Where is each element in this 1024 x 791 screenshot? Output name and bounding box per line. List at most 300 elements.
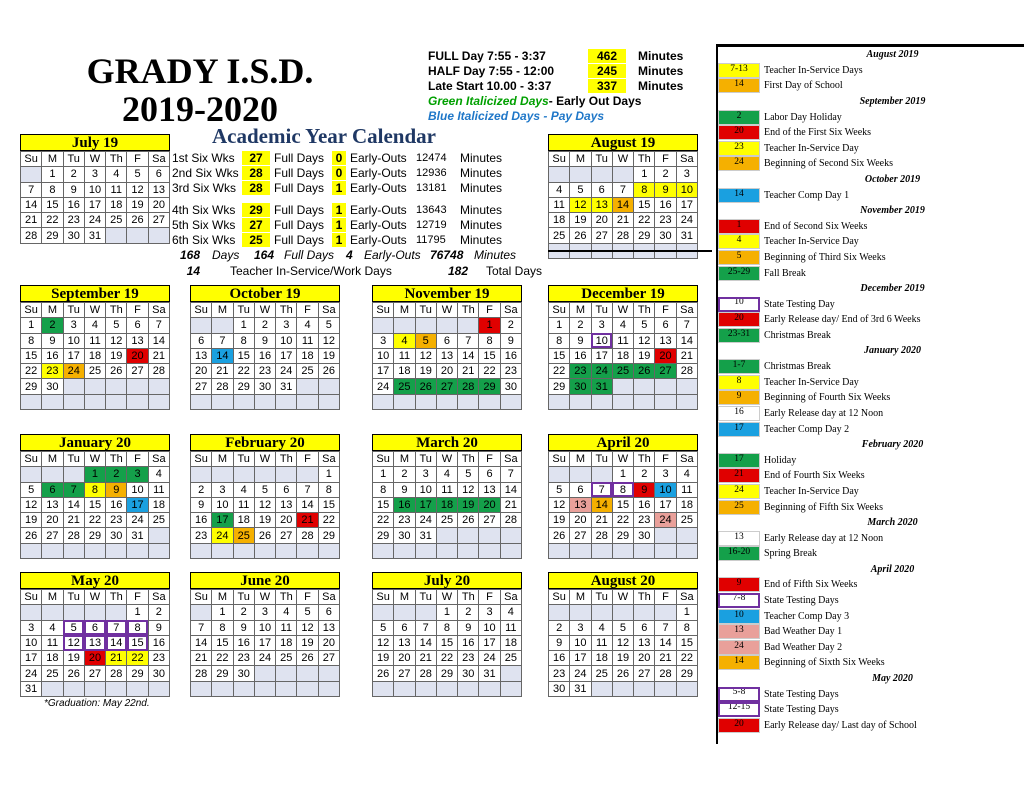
day-cell (394, 681, 415, 696)
legend-item (718, 608, 1024, 624)
day-cell (655, 394, 676, 409)
day-cell: 27 (148, 213, 169, 228)
day-cell (436, 681, 457, 696)
day-cell: 14 (63, 497, 84, 512)
day-header: Tu (63, 452, 84, 467)
day-cell: 2 (458, 605, 479, 620)
day-cell (479, 394, 500, 409)
legend-month-heading: February 2020 (861, 438, 924, 450)
period-full-label: Full Days (274, 181, 325, 196)
day-cell: 14 (106, 635, 127, 650)
day-cell (318, 681, 339, 696)
period-minutes-label: Minutes (460, 150, 503, 165)
day-cell: 13 (318, 620, 339, 635)
day-cell (191, 605, 212, 620)
day-cell: 18 (549, 213, 570, 228)
day-cell (373, 543, 394, 558)
day-cell: 22 (436, 651, 457, 666)
legend-date-swatch: 24 (718, 640, 760, 655)
day-cell: 5 (570, 182, 591, 197)
day-cell: 21 (612, 213, 633, 228)
hours-unit: Minutes (638, 63, 684, 78)
day-cell: 3 (276, 318, 297, 333)
day-cell (254, 467, 275, 482)
legend-date-swatch: 14 (718, 655, 760, 670)
day-cell: 24 (276, 364, 297, 379)
period-minutes-label: Minutes (460, 165, 503, 180)
day-cell: 17 (21, 651, 42, 666)
day-cell: 26 (63, 666, 84, 681)
day-cell: 11 (276, 620, 297, 635)
legend-date-swatch: 7-13 (718, 63, 760, 78)
day-cell (106, 394, 127, 409)
day-cell: 10 (591, 333, 612, 348)
legend-item (718, 484, 1024, 500)
day-cell: 14 (148, 333, 169, 348)
day-cell: 22 (42, 213, 63, 228)
legend-month-heading: August 2019 (866, 49, 919, 60)
day-cell: 8 (212, 620, 233, 635)
day-cell (415, 543, 436, 558)
day-cell: 4 (549, 182, 570, 197)
day-cell (63, 379, 84, 394)
day-cell: 18 (276, 635, 297, 650)
day-cell (106, 605, 127, 620)
legend-date-swatch: 13 (718, 531, 760, 546)
day-cell: 4 (500, 605, 521, 620)
day-cell: 2 (254, 318, 275, 333)
legend-month-heading: September 2019 (859, 95, 926, 107)
day-cell: 23 (458, 651, 479, 666)
day-cell (212, 394, 233, 409)
day-cell: 7 (191, 620, 212, 635)
day-header: F (655, 590, 676, 605)
day-header: M (570, 152, 591, 167)
day-cell: 14 (191, 635, 212, 650)
calendar-subtitle: Academic Year Calendar (212, 124, 436, 148)
day-cell: 10 (373, 348, 394, 363)
day-cell: 13 (570, 497, 591, 512)
day-header: Sa (676, 303, 697, 318)
day-cell: 18 (297, 348, 318, 363)
day-cell (458, 528, 479, 543)
day-cell: 12 (634, 333, 655, 348)
day-cell (549, 167, 570, 182)
day-cell: 6 (191, 333, 212, 348)
period-name: 5th Six Wks (172, 217, 236, 232)
day-cell: 27 (191, 379, 212, 394)
legend-label: Bad Weather Day 2 (764, 641, 843, 653)
day-cell (394, 394, 415, 409)
legend-item (718, 78, 1024, 94)
day-header: Sa (148, 452, 169, 467)
legend-date-swatch: 24 (718, 484, 760, 499)
day-cell: 28 (297, 528, 318, 543)
day-cell: 26 (549, 528, 570, 543)
day-cell: 2 (233, 605, 254, 620)
day-cell (42, 467, 63, 482)
day-cell (276, 666, 297, 681)
day-cell: 25 (276, 651, 297, 666)
legend-date-swatch: 21 (718, 468, 760, 483)
month-calendar (190, 434, 340, 559)
day-cell: 23 (63, 213, 84, 228)
day-cell (127, 379, 148, 394)
day-cell: 20 (436, 364, 457, 379)
hours-block (428, 48, 683, 123)
day-cell: 1 (127, 605, 148, 620)
day-cell: 12 (549, 497, 570, 512)
period-minutes: 12936 (416, 166, 447, 179)
day-cell: 31 (415, 528, 436, 543)
day-cell (549, 394, 570, 409)
day-cell: 23 (570, 364, 591, 379)
day-cell: 29 (21, 379, 42, 394)
day-cell (655, 528, 676, 543)
day-header: Sa (148, 303, 169, 318)
day-cell (254, 394, 275, 409)
day-cell: 16 (655, 197, 676, 212)
day-cell: 5 (106, 318, 127, 333)
day-cell: 23 (549, 666, 570, 681)
day-cell: 31 (21, 681, 42, 696)
day-cell: 29 (127, 666, 148, 681)
day-cell: 20 (276, 513, 297, 528)
day-cell (500, 666, 521, 681)
day-cell: 8 (42, 182, 63, 197)
day-cell: 7 (415, 620, 436, 635)
day-cell: 31 (570, 681, 591, 696)
day-cell (63, 543, 84, 558)
day-cell (549, 605, 570, 620)
day-cell: 30 (233, 666, 254, 681)
day-cell (634, 379, 655, 394)
day-cell: 19 (415, 364, 436, 379)
day-cell: 23 (42, 364, 63, 379)
day-cell: 17 (63, 348, 84, 363)
day-cell: 25 (591, 666, 612, 681)
legend-item (718, 593, 1024, 609)
day-cell: 7 (148, 318, 169, 333)
day-cell: 30 (549, 681, 570, 696)
day-cell: 12 (21, 497, 42, 512)
day-cell: 20 (84, 651, 105, 666)
day-header: F (479, 452, 500, 467)
month-title: May 20 (20, 572, 170, 589)
period-days: 28 (242, 181, 270, 195)
month-calendar (372, 434, 522, 559)
day-header: W (84, 452, 105, 467)
day-header: Th (458, 590, 479, 605)
day-header: Su (373, 303, 394, 318)
day-header: M (570, 590, 591, 605)
day-cell (655, 379, 676, 394)
day-cell (458, 681, 479, 696)
day-cell: 3 (479, 605, 500, 620)
legend-label: Bad Weather Day 1 (764, 626, 843, 638)
day-cell: 24 (591, 364, 612, 379)
day-cell (254, 543, 275, 558)
legend-date-swatch: 1-7 (718, 359, 760, 374)
day-cell: 10 (479, 620, 500, 635)
day-cell: 9 (570, 333, 591, 348)
day-cell: 26 (458, 513, 479, 528)
day-cell: 9 (394, 482, 415, 497)
hours-label: Late Start 10.00 - 3:37 (428, 78, 552, 93)
day-cell: 19 (634, 348, 655, 363)
day-cell: 10 (254, 620, 275, 635)
total-days-label: Days (212, 248, 240, 263)
day-cell (191, 394, 212, 409)
day-cell: 5 (297, 605, 318, 620)
day-cell: 21 (676, 348, 697, 363)
month-calendar (372, 285, 522, 410)
day-header: W (254, 303, 275, 318)
day-header: Su (191, 452, 212, 467)
day-cell: 24 (415, 513, 436, 528)
legend-date-swatch: 1 (718, 219, 760, 234)
day-cell: 14 (415, 635, 436, 650)
day-cell: 6 (276, 482, 297, 497)
day-cell (84, 379, 105, 394)
day-cell: 8 (318, 482, 339, 497)
period-minutes: 13643 (416, 203, 447, 216)
day-cell: 4 (148, 467, 169, 482)
legend-month-heading: November 2019 (860, 204, 925, 216)
legend-label: End of the First Six Weeks (764, 127, 872, 139)
day-cell (63, 394, 84, 409)
day-cell: 10 (127, 482, 148, 497)
day-cell: 16 (549, 651, 570, 666)
legend-date-swatch: 13 (718, 624, 760, 639)
total-days: 168 (179, 248, 200, 263)
legend-item (718, 328, 1024, 344)
day-header: Sa (676, 452, 697, 467)
day-cell (676, 528, 697, 543)
day-cell: 6 (394, 620, 415, 635)
total-eo-label: Early-Outs (364, 248, 421, 263)
hours-label: FULL Day 7:55 - 3:37 (428, 48, 546, 63)
day-cell: 2 (191, 482, 212, 497)
day-cell: 6 (148, 167, 169, 182)
period-minutes-label: Minutes (460, 202, 503, 217)
day-cell: 2 (634, 467, 655, 482)
day-cell (415, 681, 436, 696)
day-cell: 12 (318, 333, 339, 348)
legend-item (718, 250, 1024, 266)
month-calendar (20, 285, 170, 410)
day-cell: 19 (63, 651, 84, 666)
day-cell: 27 (655, 364, 676, 379)
day-cell (436, 543, 457, 558)
month-title: October 19 (190, 285, 340, 302)
day-cell: 16 (394, 497, 415, 512)
legend-item (718, 421, 1024, 437)
day-cell: 28 (148, 364, 169, 379)
month-title: March 20 (372, 434, 522, 451)
day-header: M (212, 303, 233, 318)
day-cell: 30 (634, 528, 655, 543)
day-cell: 17 (591, 348, 612, 363)
day-header: Sa (676, 152, 697, 167)
day-cell (394, 318, 415, 333)
legend-item (718, 109, 1024, 125)
day-cell: 30 (63, 228, 84, 243)
day-cell: 8 (436, 620, 457, 635)
day-cell: 27 (127, 364, 148, 379)
day-cell: 25 (42, 666, 63, 681)
day-cell: 21 (148, 348, 169, 363)
day-header: M (42, 452, 63, 467)
legend-label: Christmas Break (764, 329, 831, 341)
day-header: W (612, 452, 633, 467)
day-cell: 7 (212, 333, 233, 348)
day-cell: 21 (500, 497, 521, 512)
day-cell (479, 543, 500, 558)
day-header: Th (634, 152, 655, 167)
day-cell (634, 681, 655, 696)
day-cell: 16 (500, 348, 521, 363)
day-cell: 13 (591, 197, 612, 212)
period-early-label: Early-Outs (350, 150, 407, 165)
day-cell (549, 543, 570, 558)
day-cell: 11 (297, 333, 318, 348)
legend-date-swatch: 20 (718, 312, 760, 327)
day-cell: 15 (676, 635, 697, 650)
day-cell: 7 (21, 182, 42, 197)
month-title: January 20 (20, 434, 170, 451)
day-header: Su (191, 303, 212, 318)
day-cell (297, 379, 318, 394)
period-early-outs: 0 (332, 151, 346, 165)
day-cell: 18 (106, 197, 127, 212)
day-cell: 16 (42, 348, 63, 363)
hours-value: 337 (588, 79, 626, 93)
day-cell: 3 (127, 467, 148, 482)
day-cell: 28 (21, 228, 42, 243)
day-cell: 24 (63, 364, 84, 379)
day-cell (676, 379, 697, 394)
day-cell: 14 (500, 482, 521, 497)
day-cell: 20 (318, 635, 339, 650)
day-cell: 6 (318, 605, 339, 620)
day-cell (148, 379, 169, 394)
day-cell (458, 394, 479, 409)
legend-date-swatch: 23 (718, 141, 760, 156)
day-cell: 11 (106, 182, 127, 197)
day-header: Th (106, 303, 127, 318)
legend-label: Teacher Comp Day 3 (764, 610, 850, 622)
day-cell: 25 (394, 379, 415, 394)
legend-item (718, 718, 1024, 734)
legend-item (718, 546, 1024, 562)
month-calendar (548, 134, 698, 259)
day-cell: 1 (42, 167, 63, 182)
day-cell: 8 (479, 333, 500, 348)
legend-label: Christmas Break (764, 361, 831, 373)
day-header: Sa (676, 590, 697, 605)
pay-day-note: Blue Italicized Days - Pay Days (428, 108, 605, 123)
day-cell: 2 (549, 620, 570, 635)
day-cell: 30 (394, 528, 415, 543)
legend-label: Early Release day at 12 Noon (764, 407, 884, 419)
month-title: July 20 (372, 572, 522, 589)
day-cell: 18 (233, 513, 254, 528)
day-header: W (612, 303, 633, 318)
day-cell: 27 (634, 666, 655, 681)
day-cell: 22 (373, 513, 394, 528)
day-cell (297, 467, 318, 482)
legend-item (718, 63, 1024, 79)
legend-date-swatch: 12-15 (718, 702, 760, 717)
day-header: Th (458, 452, 479, 467)
legend-label: First Day of School (764, 80, 843, 92)
legend-item (718, 499, 1024, 515)
day-cell: 3 (254, 605, 275, 620)
day-header: F (479, 590, 500, 605)
day-cell: 11 (394, 348, 415, 363)
day-cell (591, 394, 612, 409)
day-cell: 26 (21, 528, 42, 543)
day-header: Tu (233, 590, 254, 605)
day-cell: 6 (591, 182, 612, 197)
day-header: Sa (500, 590, 521, 605)
day-header: Tu (63, 152, 84, 167)
early-out-note-rest: - Early Out Days (548, 93, 642, 108)
day-header: Su (21, 590, 42, 605)
day-cell: 15 (634, 197, 655, 212)
day-cell (84, 605, 105, 620)
day-cell: 10 (276, 333, 297, 348)
day-cell: 1 (549, 318, 570, 333)
day-cell: 25 (436, 513, 457, 528)
day-cell (42, 394, 63, 409)
day-header: W (612, 590, 633, 605)
period-name: 2nd Six Wks (172, 165, 239, 180)
day-cell (297, 681, 318, 696)
day-header: W (84, 152, 105, 167)
day-cell: 10 (84, 182, 105, 197)
day-cell: 27 (479, 513, 500, 528)
month-calendar (372, 572, 522, 697)
day-cell (63, 605, 84, 620)
legend-date-swatch: 17 (718, 422, 760, 437)
day-cell: 4 (106, 167, 127, 182)
day-cell: 27 (394, 666, 415, 681)
day-cell (254, 681, 275, 696)
day-cell: 13 (127, 333, 148, 348)
day-cell: 20 (655, 348, 676, 363)
legend-label: Early Release day at 12 Noon (764, 532, 884, 544)
day-cell: 18 (612, 348, 633, 363)
day-cell: 4 (233, 482, 254, 497)
day-cell: 20 (394, 651, 415, 666)
day-cell: 21 (106, 651, 127, 666)
legend-date-swatch: 20 (718, 718, 760, 733)
legend-item (718, 312, 1024, 328)
day-header: Tu (233, 303, 254, 318)
day-header: F (127, 303, 148, 318)
day-cell: 25 (612, 364, 633, 379)
period-minutes: 13181 (416, 182, 447, 195)
day-cell (612, 167, 633, 182)
day-cell: 1 (373, 467, 394, 482)
month-calendar (20, 134, 170, 244)
day-cell: 24 (254, 651, 275, 666)
day-cell: 30 (148, 666, 169, 681)
period-minutes: 12719 (416, 218, 447, 231)
day-cell: 28 (63, 528, 84, 543)
